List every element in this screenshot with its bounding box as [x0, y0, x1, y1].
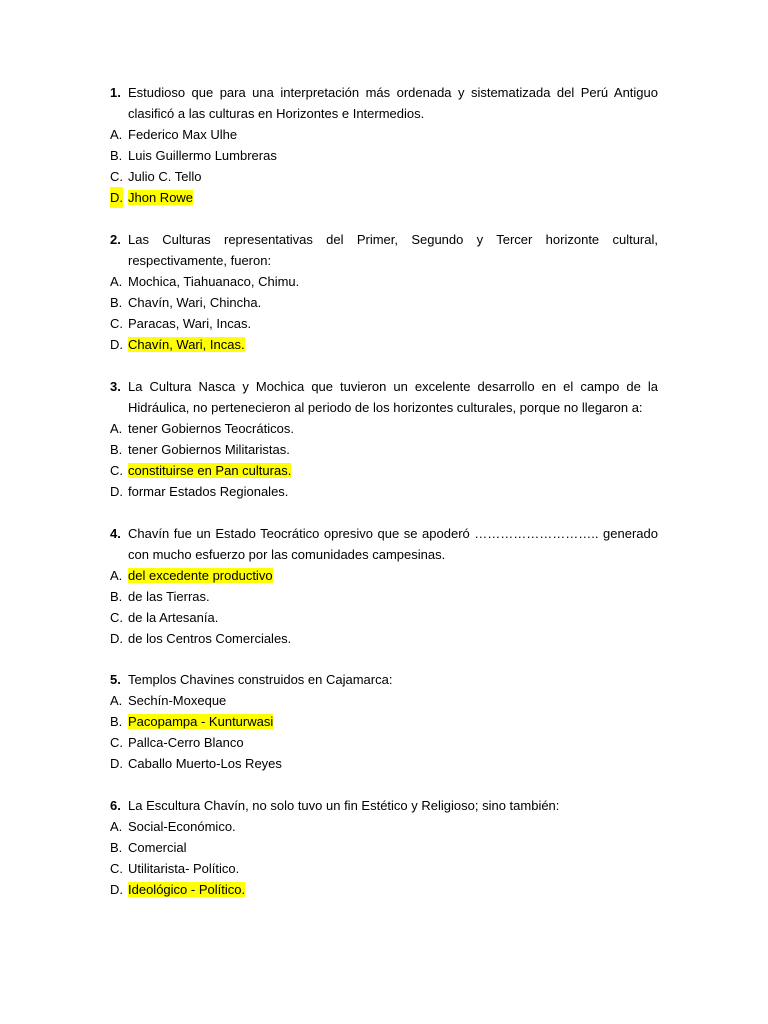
option-text-highlighted: del excedente productivo [128, 568, 273, 583]
option-a [110, 690, 658, 711]
question-text: Chavín fue un Estado Teocrático opresivo que se apoderó ……………………….. generado con mucho esfuerzo por las comunidades campesinas. [128, 526, 658, 562]
option-letter: C. [110, 735, 123, 750]
question-stem [110, 376, 658, 418]
option-a [110, 816, 658, 837]
question-stem [110, 669, 658, 690]
option-text: Sechín-Moxeque [128, 693, 227, 708]
option-d [110, 879, 658, 900]
option-b [110, 711, 658, 732]
option-text: Julio C. Tello [128, 169, 202, 184]
question-stem [110, 795, 658, 816]
option-letter: D. [110, 882, 123, 897]
question-1 [110, 82, 658, 208]
option-text: formar Estados Regionales. [128, 484, 289, 499]
option-c [110, 858, 658, 879]
option-letter: A. [110, 127, 123, 142]
option-letter: A. [110, 568, 123, 583]
option-letter: B. [110, 295, 123, 310]
option-letter: C. [110, 610, 123, 625]
question-3 [110, 376, 658, 502]
option-text-highlighted: Ideológico - Político. [128, 882, 246, 897]
option-letter: C. [110, 463, 123, 478]
option-text: Mochica, Tiahuanaco, Chimu. [128, 274, 300, 289]
question-stem [110, 523, 658, 565]
question-number: 4. [110, 526, 121, 541]
question-text: Templos Chavines construidos en Cajamarca: [128, 672, 393, 687]
question-number: 5. [110, 672, 121, 687]
option-text: de la Artesanía. [128, 610, 219, 625]
option-text: Federico Max Ulhe [128, 127, 238, 142]
option-letter: B. [110, 840, 123, 855]
option-letter: B. [110, 589, 123, 604]
option-text-highlighted: Jhon Rowe [128, 190, 194, 205]
question-text: Las Culturas representativas del Primer, Segundo y Tercer horizonte cultural, respectivamente, fueron: [128, 232, 658, 268]
option-letter: C. [110, 861, 123, 876]
question-stem [110, 229, 658, 271]
option-text: Social-Económico. [128, 819, 236, 834]
option-b [110, 837, 658, 858]
option-d [110, 334, 658, 355]
option-text-highlighted: Pacopampa - Kunturwasi [128, 714, 274, 729]
option-letter: B. [110, 714, 123, 729]
question-number: 1. [110, 85, 121, 100]
option-letter: D. [110, 756, 123, 771]
option-text: Comercial [128, 840, 187, 855]
question-number: 6. [110, 798, 121, 813]
option-letter: D. [110, 337, 123, 352]
question-stem [110, 82, 658, 124]
option-c [110, 732, 658, 753]
option-text: Caballo Muerto-Los Reyes [128, 756, 282, 771]
option-text-highlighted: constituirse en Pan culturas. [128, 463, 292, 478]
question-text: La Escultura Chavín, no solo tuvo un fin Estético y Religioso; sino también: [128, 798, 560, 813]
option-letter: A. [110, 421, 123, 436]
option-b [110, 439, 658, 460]
option-text: tener Gobiernos Teocráticos. [128, 421, 294, 436]
option-letter: A. [110, 274, 123, 289]
option-text: Chavín, Wari, Chincha. [128, 295, 262, 310]
option-letter: D. [110, 484, 123, 499]
question-number: 3. [110, 379, 121, 394]
option-letter: C. [110, 169, 123, 184]
option-c [110, 460, 658, 481]
option-text: tener Gobiernos Militaristas. [128, 442, 290, 457]
option-b [110, 145, 658, 166]
option-letter: A. [110, 819, 123, 834]
option-d [110, 481, 658, 502]
question-5 [110, 669, 658, 774]
option-letter: D. [110, 631, 123, 646]
option-letter: D. [110, 187, 123, 208]
option-a [110, 418, 658, 439]
option-text: de los Centros Comerciales. [128, 631, 292, 646]
question-4 [110, 523, 658, 649]
option-d [110, 628, 658, 649]
option-letter: A. [110, 693, 123, 708]
option-text: Pallca-Cerro Blanco [128, 735, 244, 750]
option-text: Luis Guillermo Lumbreras [128, 148, 277, 163]
question-text: La Cultura Nasca y Mochica que tuvieron un excelente desarrollo en el campo de la Hidráulica, no pertenecieron al periodo de los horizontes culturales, porque no llegaron a: [128, 379, 658, 415]
option-b [110, 292, 658, 313]
option-text: de las Tierras. [128, 589, 210, 604]
option-c [110, 313, 658, 334]
option-letter: B. [110, 148, 123, 163]
option-b [110, 586, 658, 607]
question-2 [110, 229, 658, 355]
option-c [110, 607, 658, 628]
option-text: Utilitarista- Político. [128, 861, 240, 876]
option-text-highlighted: Chavín, Wari, Incas. [128, 337, 245, 352]
option-d [110, 187, 658, 208]
option-a [110, 271, 658, 292]
option-a [110, 124, 658, 145]
option-a [110, 565, 658, 586]
option-text: Paracas, Wari, Incas. [128, 316, 252, 331]
option-c [110, 166, 658, 187]
question-number: 2. [110, 232, 121, 247]
question-6 [110, 795, 658, 900]
option-d [110, 753, 658, 774]
option-letter: C. [110, 316, 123, 331]
option-letter: B. [110, 442, 123, 457]
question-text: Estudioso que para una interpretación más ordenada y sistematizada del Perú Antiguo clasificó a las culturas en Horizontes e Intermedios. [128, 85, 658, 121]
